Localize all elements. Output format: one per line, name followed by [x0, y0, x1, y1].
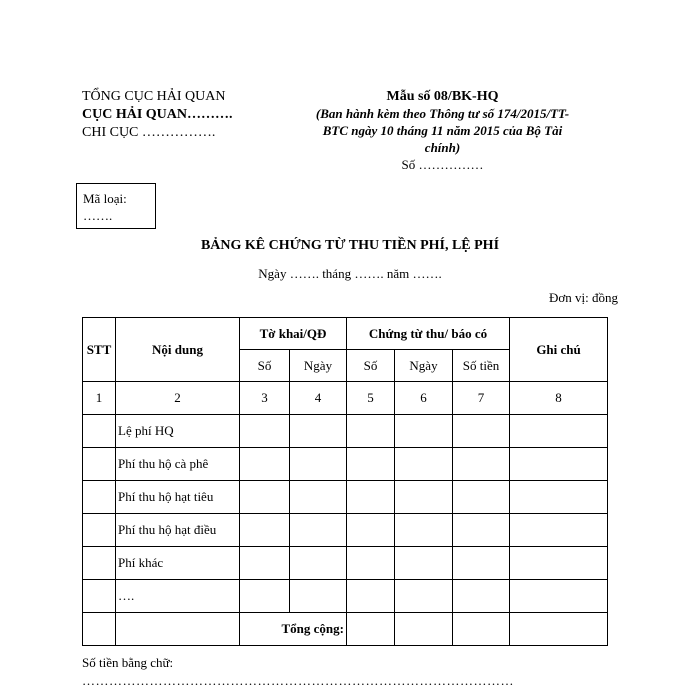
header-decl-date: Ngày: [290, 350, 347, 382]
amount-in-words-label: Số tiền bằng chữ:: [82, 655, 174, 670]
currency-unit: Đơn vị: đồng: [549, 290, 618, 305]
column-number-row: [83, 382, 608, 415]
table-row: [83, 448, 608, 481]
col-number: 3: [240, 382, 290, 415]
category-code-value: …….: [83, 208, 113, 223]
row-label: ….: [116, 580, 240, 613]
row-label: Phí thu hộ cà phê: [116, 448, 240, 481]
header-stt: STT: [83, 318, 116, 382]
header-note: Ghi chú: [510, 318, 608, 382]
total-label: Tổng cộng:: [240, 613, 347, 646]
col-number: 6: [395, 382, 453, 415]
col-number: 4: [290, 382, 347, 415]
header-voucher: Chứng từ thu/ báo có: [347, 318, 510, 350]
table-row: [83, 514, 608, 547]
header-declaration: Tờ khai/QĐ: [240, 318, 347, 350]
category-code-box: [76, 183, 156, 229]
issuance-note: (Ban hành kèm theo Thông tư số 174/2015/TT-BTC ngày 10 tháng 11 năm 2015 của Bộ Tài chính): [315, 106, 570, 155]
form-info-block: [305, 88, 580, 173]
issuing-agency-block: [82, 88, 233, 142]
table-row: [83, 415, 608, 448]
document-number: Số ……………: [401, 157, 484, 172]
row-label: Lệ phí HQ: [116, 415, 240, 448]
header-voucher-number: Số: [347, 350, 395, 382]
header-content: Nội dung: [116, 318, 240, 382]
header-voucher-amount: Số tiền: [453, 350, 510, 382]
row-label: Phí khác: [116, 547, 240, 580]
col-number: 5: [347, 382, 395, 415]
header-row-1: [83, 318, 608, 350]
agency-general-dept: TỔNG CỤC HẢI QUAN: [82, 89, 226, 104]
row-label: Phí thu hộ hạt điều: [116, 514, 240, 547]
form-number: Mẫu số 08/BK-HQ: [386, 89, 499, 104]
total-row: [83, 613, 608, 646]
agency-customs-dept: CỤC HẢI QUAN……….: [82, 107, 233, 122]
agency-branch: CHI CỤC …………….: [82, 125, 216, 140]
amount-in-words-line: ……………………………………………………………………………………: [82, 673, 514, 688]
header-voucher-date: Ngày: [395, 350, 453, 382]
col-number: 1: [83, 382, 116, 415]
date-line: Ngày ……. tháng ……. năm …….: [258, 266, 442, 281]
fee-voucher-table: [82, 317, 608, 646]
header-decl-number: Số: [240, 350, 290, 382]
col-number: 8: [510, 382, 608, 415]
category-code-label: Mã loại:: [83, 191, 127, 206]
col-number: 7: [453, 382, 510, 415]
table-row: [83, 547, 608, 580]
document-title: BẢNG KÊ CHỨNG TỪ THU TIỀN PHÍ, LỆ PHÍ: [200, 238, 500, 253]
table-row: [83, 580, 608, 613]
row-label: Phí thu hộ hạt tiêu: [116, 481, 240, 514]
table-row: [83, 481, 608, 514]
col-number: 2: [116, 382, 240, 415]
